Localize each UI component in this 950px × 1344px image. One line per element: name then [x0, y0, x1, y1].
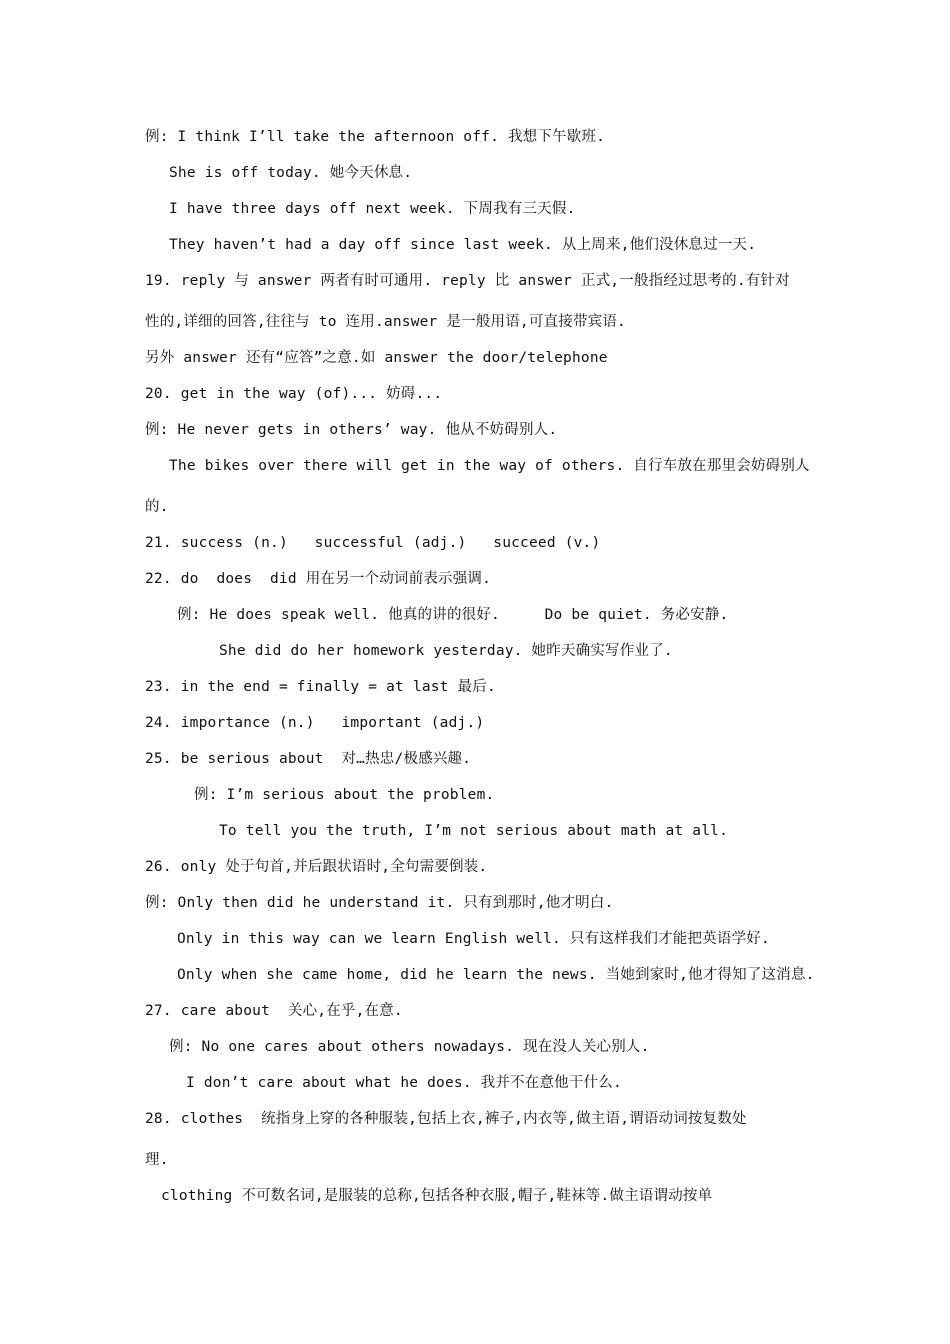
- item-28-heading: 28. clothes 统指身上穿的各种服装,包括上衣,裤子,内衣等,做主语,谓语动词按复数处: [145, 1111, 747, 1127]
- example-line: To tell you the truth, I’m not serious about math at all.: [219, 823, 728, 839]
- item-26-heading: 26. only 处于句首,并后跟状语时,全句需要倒装.: [145, 859, 488, 875]
- body-line: 性的,详细的回答,往往与 to 连用.answer 是一般用语,可直接带宾语.: [145, 314, 626, 330]
- body-line: 理.: [145, 1152, 169, 1168]
- example-line: Only when she came home, did he learn the news. 当她到家时,他才得知了这消息.: [177, 967, 815, 983]
- example-line: 例: He does speak well. 他真的讲的很好. Do be quiet. 务必安静.: [177, 607, 729, 623]
- example-line: The bikes over there will get in the way of others. 自行车放在那里会妨碍别人: [169, 458, 810, 474]
- body-line: 另外 answer 还有“应答”之意.如 answer the door/telephone: [145, 350, 608, 366]
- example-line: I have three days off next week. 下周我有三天假.: [169, 201, 576, 217]
- body-line: clothing 不可数名词,是服装的总称,包括各种衣服,帽子,鞋袜等.做主语谓动按单: [161, 1188, 713, 1204]
- item-24-heading: 24. importance (n.) important (adj.): [145, 715, 485, 731]
- example-line: Only in this way can we learn English well. 只有这样我们才能把英语学好.: [177, 931, 770, 947]
- example-line: 例: No one cares about others nowadays. 现在没人关心别人.: [169, 1039, 650, 1055]
- example-line: She did do her homework yesterday. 她昨天确实写作业了.: [219, 643, 673, 659]
- example-line: 例: I’m serious about the problem.: [194, 787, 495, 803]
- item-25-heading: 25. be serious about 对…热忠/极感兴趣.: [145, 751, 472, 767]
- example-line: They haven’t had a day off since last week. 从上周来,他们没休息过一天.: [169, 237, 757, 253]
- example-line: 例: I think I’ll take the afternoon off. 我想下午歇班.: [145, 129, 606, 145]
- item-19-heading: 19. reply 与 answer 两者有时可通用. reply 比 answer 正式,一般指经过思考的.有针对: [145, 273, 790, 289]
- example-line: She is off today. 她今天休息.: [169, 165, 413, 181]
- item-21-heading: 21. success (n.) successful (adj.) succeed (v.): [145, 535, 601, 551]
- example-line: 例: He never gets in others’ way. 他从不妨碍别人.: [145, 422, 558, 438]
- body-line: 的.: [145, 499, 169, 515]
- example-line: 例: Only then did he understand it. 只有到那时,他才明白.: [145, 895, 614, 911]
- item-20-heading: 20. get in the way (of)... 妨碍...: [145, 386, 443, 402]
- item-23-heading: 23. in the end = finally = at last 最后.: [145, 679, 496, 695]
- item-22-heading: 22. do does did 用在另一个动词前表示强调.: [145, 571, 492, 587]
- example-line: I don’t care about what he does. 我并不在意他干什么.: [186, 1075, 622, 1091]
- item-27-heading: 27. care about 关心,在乎,在意.: [145, 1003, 403, 1019]
